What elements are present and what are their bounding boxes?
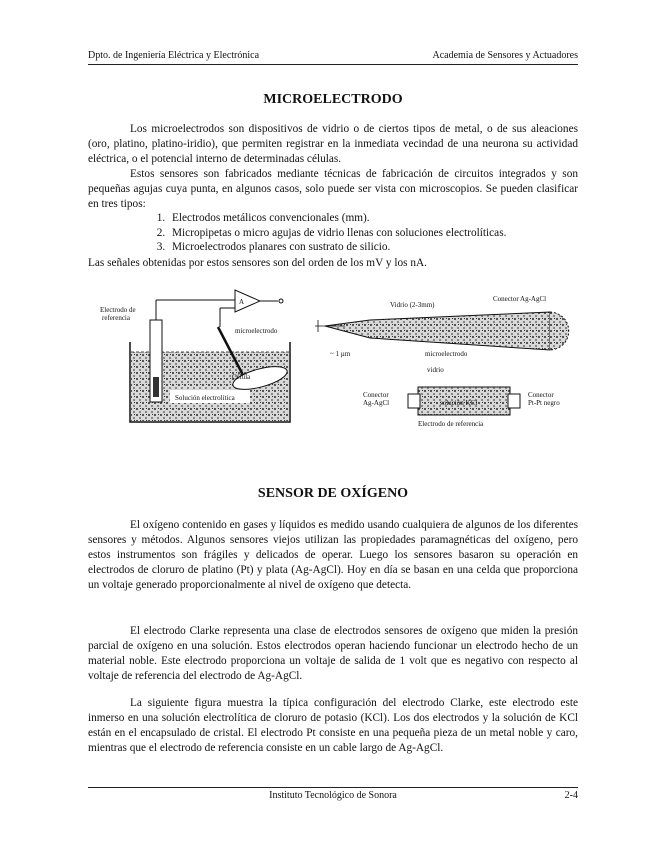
paragraph-oxygen-intro: El oxígeno contenido en gases y líquidos es medido usando cualquiera de algunos de los diferentes sensores y métodos. Algunos sensores viejos utilizan las propiedades paramagnéticas del oxígeno, pero estos instrumentos son frágiles y delicados de operar. Luego los sensores basaron su operación en electrodos de cloruro de platino (Pt) y plata (Ag-AgCl). Hoy en día se basan en una celda que proporciona un voltaje generado proporcionalmente al nivel de oxígeno que detecta. xyxy=(88,519,578,591)
paragraph-clarke: El electrodo Clarke representa una clase de electrodos sensores de oxígeno que miden la presión parcial de oxígeno en una solución. Estos electrodos operan haciendo funcionar un electrodo hecho de un material noble. Este electrodo proporciona un voltaje de salida de 1 volt que es negativo con respecto al voltaje de referencia del electrodo de Ag-AgCl. xyxy=(88,625,578,682)
ref-electrode-label-2: referencia xyxy=(102,314,130,322)
header-academy: Academia de Sensores y Actuadores xyxy=(432,50,578,61)
connector-right-label-2: Pt-Pt negro xyxy=(528,399,560,407)
paragraph-microelectrodo-intro: Los microelectrodos son dispositivos de vidrio o de ciertos tipos de metal, o de sus aleaciones (oro, platino, platino-iridio), que permiten registrar en la inmediata vecindad de una neurona su actividad eléctrica, o el potencial interno de determinadas células. xyxy=(88,123,578,165)
microelectrode-label: microelectrodo xyxy=(235,327,278,335)
connector-top-label: Conector Ag-AgCl xyxy=(493,295,547,303)
amplifier-label: A xyxy=(239,298,245,306)
connector-right-label: Conector xyxy=(528,391,554,399)
section-title-microelectrodo: MICROELECTRODO xyxy=(263,92,403,107)
ref-electrode-bottom-label: Electrodo de referencia xyxy=(418,420,484,428)
cross-section-diagram xyxy=(363,366,560,428)
footer-institute: Instituto Tecnológico de Sonora xyxy=(269,790,397,801)
cell-label: Célula xyxy=(232,373,251,381)
glass-label: Vidrio (2-3mm) xyxy=(390,301,435,309)
page-header xyxy=(88,50,578,65)
header-department: Dpto. de Ingeniería Eléctrica y Electrónica xyxy=(88,50,260,61)
connector-left-label-2: Ag-AgCl xyxy=(363,399,390,407)
solution-label: Solución electrolítica xyxy=(175,394,235,402)
ref-electrode-label: Electrodo de xyxy=(100,306,136,314)
setup-diagram xyxy=(100,290,290,422)
paragraph-signals: Las señales obtenidas por estos sensores son del orden de los mV y los nA. xyxy=(88,257,427,269)
microelectrode-figure xyxy=(100,282,585,432)
paragraph-clarke-config: La siguiente figura muestra la típica configuración del electrodo Clarke, este electrodo este inmerso en una solución electrolítica de cloruro de potasio (KCl). Los dos electrodos y la solución de KCl están en el encapsulado de cristal. El electrodo Pt consiste en una pequeña pieza de un metal noble y caro, mientras que el electrodo de referencia consiste en un cable largo de Ag-AgCl. xyxy=(88,697,578,754)
kcl-label: solución KCl xyxy=(440,399,478,407)
pipette-microelectrode-label: microelectrodo xyxy=(425,350,468,358)
page-number: 2-4 xyxy=(564,790,578,801)
electrode-types-list xyxy=(88,211,655,255)
pipette-diagram xyxy=(315,295,569,358)
connector-left-label: Conector xyxy=(363,391,389,399)
vidrio-label: vidrio xyxy=(427,366,444,374)
list-item: 3. Microelectrodos planares con sustrato de silicio. xyxy=(168,240,655,255)
list-item: 1. Electrodos metálicos convencionales (mm). xyxy=(168,211,655,226)
tip-size-label: ~ 1 µm xyxy=(330,350,351,358)
section-title-oxygen: SENSOR DE OXÍGENO xyxy=(257,486,409,501)
page-footer xyxy=(88,787,578,804)
paragraph-fabrication: Estos sensores son fabricados mediante técnicas de fabricación de circuitos integrados y son pequeñas agujas cuya punta, en algunos casos, solo puede ser vista con microscopios. Se pueden clasificar en tres tipos: xyxy=(88,168,578,210)
list-item: 2. Micropipetas o micro agujas de vidrio llenas con soluciones electrolíticas. xyxy=(168,226,655,241)
